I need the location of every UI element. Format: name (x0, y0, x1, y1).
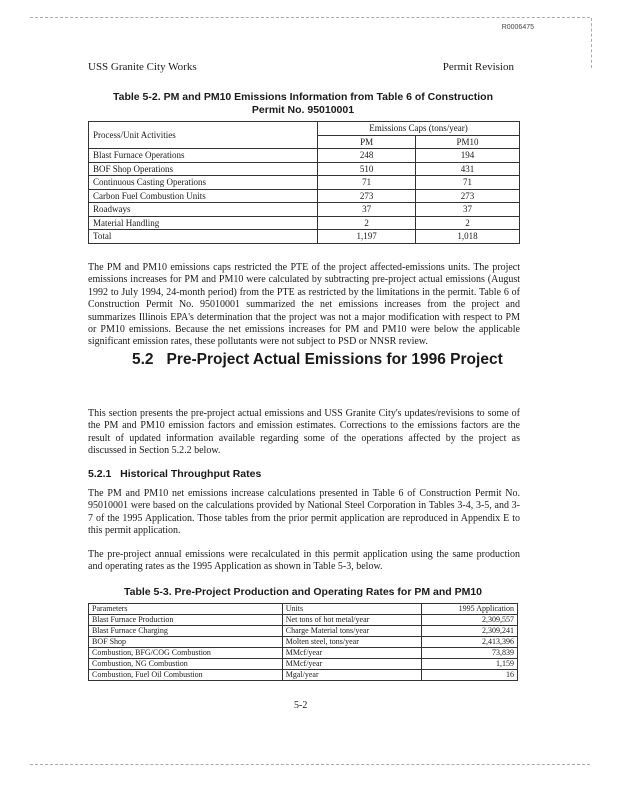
header-facility: USS Granite City Works (88, 61, 197, 73)
activity-cell: Blast Furnace Operations (89, 149, 318, 163)
pm-cell: 37 (318, 203, 416, 217)
paragraph-pte: The PM and PM10 emissions caps restricted the PTE of the project affected-emissions units. The project emissions increases for PM and PM10 were calculated by subtracting pre-project actual emissions (August 1992 to July 1994, 24-month period) from the PTE as restricted by the limitations in the permit. Table 6 of Construction Permit No. 95010001 summarized the net emissions increases from the project and summarizes Illinois EPA's determination that the project was not a major modification with respect to PM or PM10 emissions. Because the net emissions increases for PM and PM10 were below the applicable significant emission rates, these pollutants were not subject to PSD or NNSR review. (88, 262, 520, 348)
activity-cell: Roadways (89, 203, 318, 217)
table1-caption-line2: Permit No. 95010001 (251, 104, 355, 116)
table-row (89, 230, 520, 244)
activity-cell: Total (89, 230, 318, 244)
table-row (89, 189, 520, 203)
pm10-cell: 2 (416, 216, 520, 230)
table1-caption-line1: Table 5-2. PM and PM10 Emissions Information from Table 6 of Construction (113, 91, 493, 103)
application-value-cell: 73,839 (422, 648, 518, 659)
pm10-cell: 37 (416, 203, 520, 217)
col-1995-application: 1995 Application (422, 604, 518, 615)
paragraph-section-intro: This section presents the pre-project actual emissions and USS Granite City's updates/revisions to some of the PM and PM10 emission factors and emission estimates. Corrections to the emissions factors are the result of updated information available regarding some of the operations affected by the project as discussed in Section 5.2.2 below. (88, 408, 520, 457)
table-row (89, 670, 518, 681)
top-border (30, 17, 590, 18)
header-revision: Permit Revision (442, 61, 514, 73)
table-row (89, 637, 518, 648)
units-cell: MMcf/year (282, 648, 421, 659)
units-cell: Charge Material tons/year (282, 626, 421, 637)
units-cell: Molten steel, tons/year (282, 637, 421, 648)
table-row (89, 162, 520, 176)
emissions-caps-table (88, 121, 520, 244)
pm-cell: 1,197 (318, 230, 416, 244)
section-title: Pre-Project Actual Emissions for 1996 Project (166, 351, 503, 368)
table-row (89, 203, 520, 217)
units-cell: MMcf/year (282, 659, 421, 670)
pm10-cell: 273 (416, 189, 520, 203)
application-value-cell: 2,413,396 (422, 637, 518, 648)
production-rates-table (88, 603, 518, 681)
right-border (591, 18, 592, 68)
paragraph-throughput: The PM and PM10 net emissions increase calculations presented in Table 6 of Construction Permit No. 95010001 were based on the calculations provided by National Steel Corporation in Tables 3-4, 3-5, and 3-7 of the 1995 Application. Those tables from the prior permit application are reproduced in Appendix E to this permit application. (88, 488, 520, 537)
page-number: 5-2 (294, 700, 308, 711)
bottom-border (30, 764, 590, 765)
application-value-cell: 2,309,241 (422, 626, 518, 637)
parameter-cell: Combustion, Fuel Oil Combustion (89, 670, 283, 681)
pm-cell: 273 (318, 189, 416, 203)
parameter-cell: BOF Shop (89, 637, 283, 648)
pm10-cell: 71 (416, 176, 520, 190)
paragraph-recalc: The pre-project annual emissions were recalculated in this permit application using the same production and operating rates as the 1995 Application as shown in Table 5-3, below. (88, 549, 520, 573)
pm10-cell: 1,018 (416, 230, 520, 244)
parameter-cell: Blast Furnace Charging (89, 626, 283, 637)
pm10-cell: 194 (416, 149, 520, 163)
col-pm: PM (318, 135, 416, 149)
pm-cell: 71 (318, 176, 416, 190)
parameter-cell: Combustion, BFG/COG Combustion (89, 648, 283, 659)
section-heading (132, 351, 503, 369)
parameter-cell: Blast Furnace Production (89, 615, 283, 626)
pm10-cell: 431 (416, 162, 520, 176)
activity-cell: Material Handling (89, 216, 318, 230)
col-pm10: PM10 (416, 135, 520, 149)
table-row (89, 176, 520, 190)
col-parameters: Parameters (89, 604, 283, 615)
units-cell: Mgal/year (282, 670, 421, 681)
activity-cell: Continuous Casting Operations (89, 176, 318, 190)
parameter-cell: Combustion, NG Combustion (89, 659, 283, 670)
col-group-caps: Emissions Caps (tons/year) (318, 122, 520, 136)
table-row (89, 659, 518, 670)
application-value-cell: 1,159 (422, 659, 518, 670)
table-row (89, 216, 520, 230)
activity-cell: BOF Shop Operations (89, 162, 318, 176)
document-id: R0006475 (501, 24, 534, 31)
application-value-cell: 2,309,557 (422, 615, 518, 626)
table-row (89, 648, 518, 659)
pm-cell: 2 (318, 216, 416, 230)
section-number: 5.2 (132, 351, 154, 368)
pm-cell: 510 (318, 162, 416, 176)
col-units: Units (282, 604, 421, 615)
table-row (89, 149, 520, 163)
pm-cell: 248 (318, 149, 416, 163)
activity-cell: Carbon Fuel Combustion Units (89, 189, 318, 203)
subsection-number: 5.2.1 (88, 468, 112, 480)
subsection-title: Historical Throughput Rates (120, 468, 262, 480)
application-value-cell: 16 (422, 670, 518, 681)
col-process: Process/Unit Activities (89, 122, 318, 149)
table-row (89, 626, 518, 637)
table2-caption: Table 5-3. Pre-Project Production and Operating Rates for PM and PM10 (123, 586, 483, 598)
table-row (89, 615, 518, 626)
subsection-heading (88, 468, 261, 480)
units-cell: Net tons of hot metal/year (282, 615, 421, 626)
